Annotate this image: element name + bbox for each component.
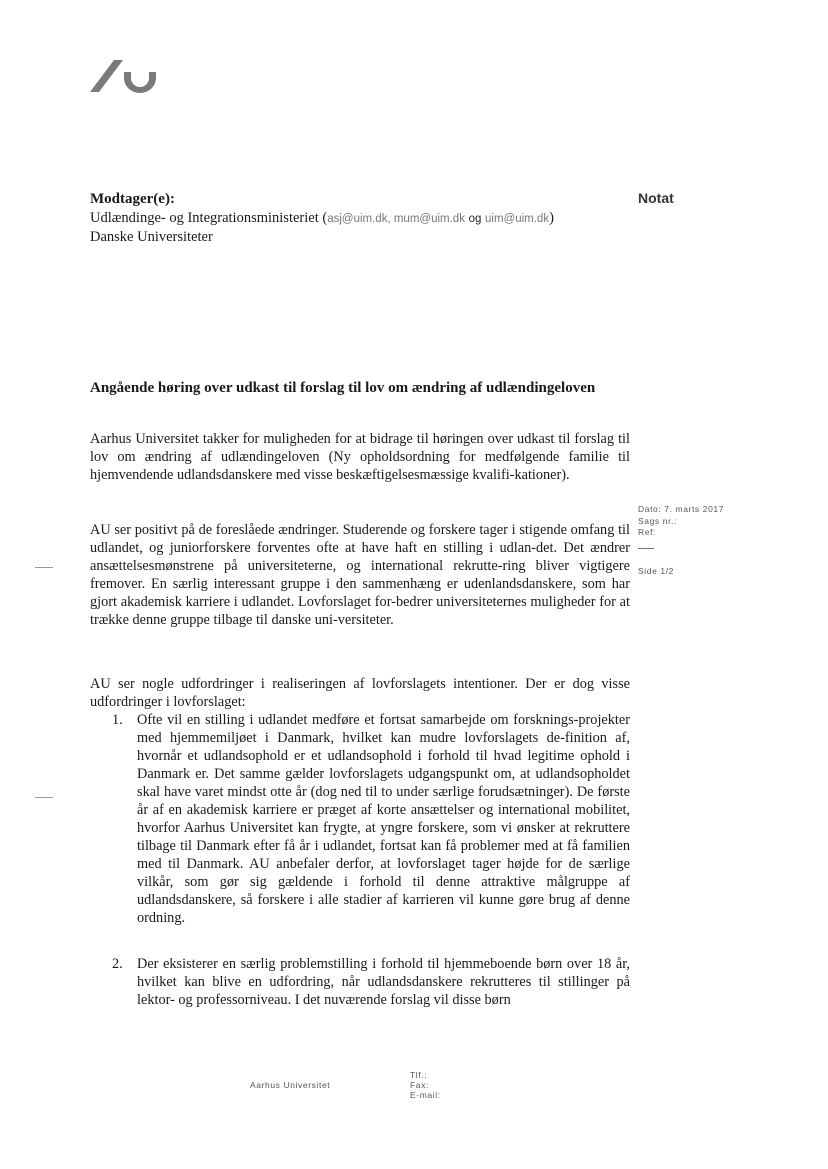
paragraph-text: AU ser positivt på de foreslåede ændringer. Studerende og forskere tager i stigende omfang til udlandet, og juniorforskere forventes ofte at have haft en stilling i udlan-det. Det ændrer ansættelsesmønstrene på universiteterne, og international rekrutte-ring bliver vigtigere fremover. En særlig interessant gruppe i den sammenhæng er udenlandsdanskere, som har gjort akademisk karriere i udlandet. Lovforslaget for-bedrer universiteternes muligheder for at trække denne gruppe tilbage til danske uni-versiteter. xyxy=(90,522,630,628)
paragraph-intro xyxy=(90,430,630,484)
recipient-ministry: Udlændinge- og Integrationsministeriet (asj@uim.dk, mum@uim.dk og uim@uim.dk) xyxy=(90,210,554,226)
fold-mark-bottom xyxy=(35,797,53,798)
email-link-uim[interactable]: uim@uim.dk xyxy=(485,213,550,225)
meta-reference: Ref: xyxy=(638,527,656,537)
paragraph-challenges xyxy=(90,675,630,711)
list-item-number: 2. xyxy=(112,956,123,972)
footer-fax-label: Fax: xyxy=(410,1080,429,1090)
list-item-text: Der eksisterer en særlig problemstilling i forhold til hjemmeboende børn over 18 år, hvilket kan blive en udfordring, når udlandsdanskere rekrutteres til stillinger på lektor- og professorniveau. I det nuværende forslag vil disse børn xyxy=(137,956,630,1008)
list-item-text: Ofte vil en stilling i udlandet medføre et fortsat samarbejde om forsknings-projekter med hjemmemiljøet i Danmark, hvilket kan mudre lovforslagets de-finition af, hvornår et udlandsophold er et udlandsophold i forhold til hvad legitime ophold i Danmark er. Det samme gælder lovforslagets udgangspunkt om, at udlandsopholdet skal have varet mindst otte år (dog ned til to under særlige forudsætninger). De første år af en akademisk karriere er præget af korte ansættelser og international mobilitet, hvorfor Aarhus Universitet kan frygte, at yngre forskere, som vi ønsker at rekruttere tilbage til Danmark efter få år i udlandet, fortsat kan få problemer med at få familien med til Danmark. AU anbefaler derfor, at lovforslaget tager højde for de særlige vilkår, som gør sig gældende i forhold til denne attraktive målgruppe af udlandsdanskere, så forskere i alle stadier af karrieren vil kunne gøre brug af denne ordning. xyxy=(137,712,630,926)
au-logo-icon xyxy=(90,58,160,94)
fold-mark-top xyxy=(35,567,53,568)
list-item-number: 1. xyxy=(112,712,123,728)
email-link-asj[interactable]: asj@uim.dk xyxy=(327,213,388,225)
challenge-list-item-2 xyxy=(90,955,630,1009)
recipient-ministry-name: Udlændinge- og Integrationsministeriet ( xyxy=(90,210,328,226)
meta-page-number: Side 1/2 xyxy=(638,566,674,576)
paragraph-text: AU ser nogle udfordringer i realiseringen af lovforslagets intentioner. Der er dog visse udfordringer i lovforslaget: xyxy=(90,676,630,710)
paragraph-text: Aarhus Universitet takker for muligheden for at bidrage til høringen over udkast til forslag til lov om ændring af udlændingeloven (Ny opholdsordning for medfølgende familie til hjemvendende udlandsdanskere med visse beskæftigelsesmæssige kvalifi-kationer). xyxy=(90,431,630,483)
recipient-universities: Danske Universiteter xyxy=(90,229,213,245)
email-link-mum[interactable]: mum@uim.dk xyxy=(393,213,465,225)
footer-email-label: E-mail: xyxy=(410,1090,441,1100)
recipients-heading: Modtager(e): xyxy=(90,191,175,207)
meta-date: Dato: 7. marts 2017 xyxy=(638,504,725,514)
footer-organization: Aarhus Universitet xyxy=(250,1080,331,1090)
meta-case-number: Sags nr.: xyxy=(638,516,677,526)
subject-heading: Angående høring over udkast til forslag til lov om ændring af udlændingeloven xyxy=(90,380,596,396)
challenge-list-item-1 xyxy=(90,711,630,927)
paragraph-positive xyxy=(90,521,630,629)
document-type-label: Notat xyxy=(638,190,674,206)
recipient-closing-paren: ) xyxy=(549,210,554,226)
meta-divider xyxy=(638,548,654,549)
footer-phone-label: Tlf.: xyxy=(410,1070,428,1080)
conjunction-og: og xyxy=(468,213,482,225)
